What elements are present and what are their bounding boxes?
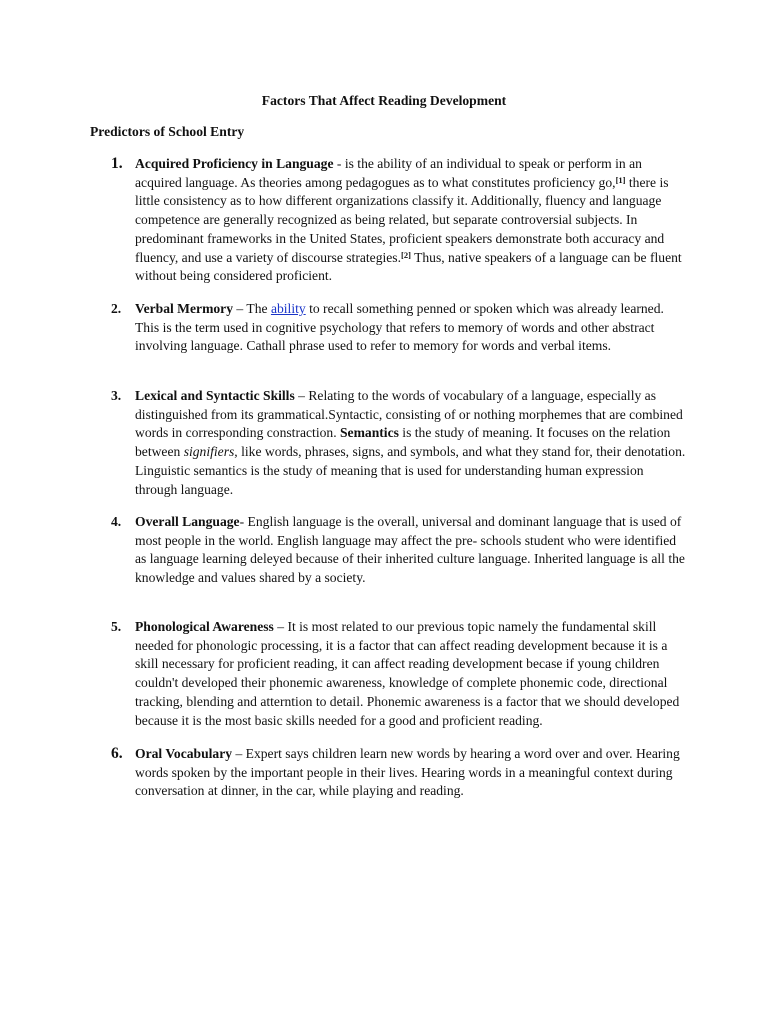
item-separator: - <box>333 156 345 171</box>
item-term: Overall Language <box>135 514 240 529</box>
reference-marker: [2] <box>401 249 411 260</box>
semantics-term: Semantics <box>340 425 399 441</box>
list-item-text <box>135 513 687 588</box>
item-text: It is most related to our previous topic namely the fundamental skill needed for phonologic processing, it is a factor that can affect reading development because it is a skill necessary for proficient reading, it can affect reading development becase if young children couldn't developed their phonemic awareness, knowledge of complete phonemic code, directional tracking, blending and atterntion to detail. Phonemic awareness is a factor that we should developed because it is the most basic skills needed for a good and proficient reading. <box>135 619 680 728</box>
list-item-text <box>135 155 687 286</box>
item-text: , like words, phrases, signs, and symbols, and what they stand for, their denotation. Linguistic semantics is the study of meaning that is used for understanding human expression through language. <box>135 444 686 497</box>
item-term: Lexical and Syntactic Skills <box>135 388 295 403</box>
item-term: Verbal Mermory <box>135 301 234 316</box>
item-text: is the ability of an individual to speak or perform in an acquired language. As theories among pedagogues as to what constitutes proficiency go, <box>135 156 642 190</box>
item-text: Expert says children learn new words by hearing a word over and over. Hearing words spoken by the important people in their lives. Hearing words in a meaningful context during conversation at dinner, in the car, while playing and reading. <box>135 746 680 799</box>
signifiers-term: signifiers <box>183 444 235 460</box>
reference-marker: [1] <box>615 174 626 185</box>
list-item-number: 4. <box>111 514 122 529</box>
list-item-number: 3. <box>111 388 122 403</box>
list-item-text <box>135 387 687 499</box>
item-separator: – <box>273 619 288 634</box>
item-separator: – <box>233 301 247 316</box>
item-text: Relating to the words of vocabulary of a language, especially as distinguished from its grammatical.Syntactic, consisting of or nothing morphemes that are combined words in corresponding constraction. <box>135 388 683 441</box>
list-item-text <box>135 618 687 730</box>
item-text: English language is the overall, universal and dominant language that is used of most people in the world. English language may affect the pre- schools student who were identified as language learning deleyed because of their inherited culture language. Inherited language is all the knowledge and values shared by a society. <box>135 514 685 586</box>
item-text: Thus, native speakers of a language can be fluent without being considered proficient. <box>135 249 682 284</box>
list-item-number: 6. <box>111 745 123 762</box>
item-text: to recall something penned or spoken which was already learned. This is the term used in cognitive psychology that refers to memory of words and other abstract involving language. Cathall phrase used to refer to memory for words and verbal items. <box>135 301 664 354</box>
item-text: there is little consistency as to how different organizations classify it. Additionally, fluency and language competence are generally recognized as being related, but separate controversial subjects. In predominant frameworks in the United States, proficient speakers demonstrate both accuracy and fluency, and use a variety of discourse strategies. <box>135 174 669 265</box>
list-item-text <box>135 745 687 801</box>
item-separator: – <box>232 746 246 761</box>
section-heading: Predictors of School Entry <box>90 124 245 139</box>
item-separator: - <box>239 514 248 529</box>
document-title: Factors That Affect Reading Development <box>261 93 507 108</box>
item-term: Phonological Awareness <box>135 619 274 634</box>
ability-link[interactable]: ability <box>270 301 306 316</box>
list-item-number: 5. <box>111 619 122 634</box>
list-item-number: 2. <box>111 301 122 316</box>
item-separator: – <box>294 388 309 403</box>
item-text: The <box>246 301 271 316</box>
item-text: is the study of meaning. It focuses on the relation between <box>135 425 671 460</box>
item-term: Acquired Proficiency in Language <box>135 156 334 171</box>
list-item-text <box>135 300 687 356</box>
list-item-number: 1. <box>111 155 123 172</box>
item-term: Oral Vocabulary <box>135 746 233 761</box>
